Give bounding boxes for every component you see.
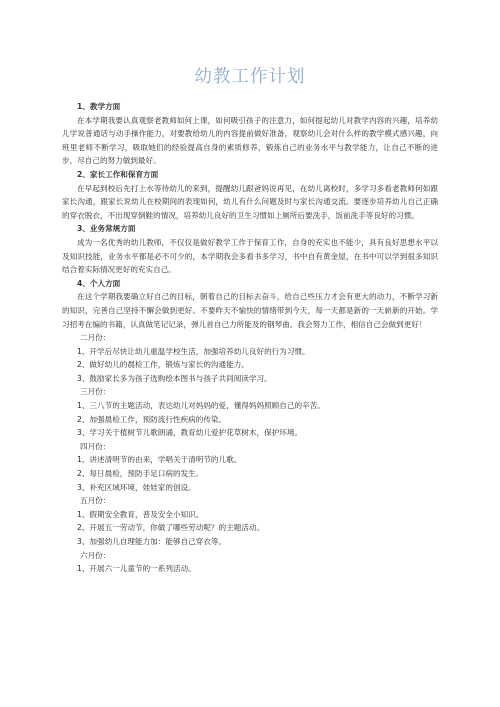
list-item: 1、开学后尽快让幼儿重温学校生活，加强培养幼儿良好的行为习惯。 [77,346,310,356]
paragraph-parents-care: 在早起到校后先打上水等待幼儿的来到，提醒幼儿跟爸妈说再见，在幼儿离校时，多学习多看老教师何如跟家长沟通，跟家长说幼儿在校期间的表现如何，幼儿有什么问题及时与家长沟通交流。要逐步培养幼儿自己正确的穿衣脱衣，不出现穿倒鞋的情况，培养幼儿良好的卫生习惯如上厕所后要洗手，饭前洗手等良好的习惯。 [62,183,438,220]
document-body [62,100,438,576]
month-heading-mar: 三月份： [80,387,111,397]
list-item: 3、加强幼儿自理能力加：能够自己穿衣等。 [77,537,227,546]
list-item: 1、三八节的主题活动，表达幼儿对妈妈的爱，懂得妈妈照顾自己的辛苦。 [77,401,325,411]
list-item: 3、补充区域环境，娃娃家的创设。 [77,482,196,492]
list-item: 3、学习关于植树节儿歌朗诵，教育幼儿爱护花草树木，保护环境。 [77,428,303,438]
document-title: 幼教工作计划 [194,67,306,87]
paragraph-teaching: 在本学期我要认真观察老教师如何上课，如何吸引孩子的注意力，如何提起幼儿对教学内容的兴趣，培养幼儿学说普通话与动手操作能力，对要教给幼儿的内容提前做好准备，观察幼儿会对什么样的教学模式感兴趣，向班里老师不断学习，吸取她们的经验提高自身的素质修养，锻炼自己的业务水平与教学能力，让自己不断的进步，尽自己的努力做到最好。 [62,115,438,166]
paragraph-personal: 在这个学期我要确立好自己的目标，朝着自己的目标去奋斗，给自己些压力才会有更大的动力，不断学习新的知识，完善自己坚持不懈会做到更好。不要昨天不愉快的情绪带到今天，每一天都是新的一天崭新的开始。学习招考在编的书籍，认真做笔记记录，弹儿首自己力所能及的钢琴曲。我会努力工作，相信自己会做到更好！ [62,292,438,329]
month-heading-may: 五月份： [80,496,111,506]
section-heading-teaching: 1、教学方面 [77,102,121,111]
list-item: 2、加强晨检工作，预防流行性疾病的传染。 [77,414,227,424]
list-item: 2、做好幼儿的晨检工作，锻炼与家长的沟通能力。 [77,360,249,370]
list-item: 2、开展五一劳动节，你做了哪些劳动呢？的主题活动。 [77,523,265,533]
list-item: 1、讲述清明节的由来，学唱关于清明节的儿歌。 [77,455,242,465]
section-heading-routine: 3、业务常规方面 [77,224,136,234]
month-heading-jun: 六月份： [80,550,111,560]
section-heading-personal: 4、个人方面 [77,278,121,288]
list-item: 3、鼓励家长多为孩子选购绘本图书与孩子共同阅读学习。 [77,373,272,383]
paragraph-routine: 成为一名优秀的幼儿教师，不仅仅是做好教学工作于保育工作，自身的充实也不能少，具有良好思想水平以及知识技能，业务水平都是必不可少的，本学期我会多看书多学习，书中自有黄金屋，在书中可以学到很多知识结合着实际情况更好的充实自己。 [62,237,438,275]
month-heading-apr: 四月份： [80,441,111,451]
list-item: 1、假期安全教育，普及安全小知识。 [77,509,204,519]
month-heading-feb: 二月份： [80,333,111,343]
list-item: 1、开展六一儿童节的一系列活动。 [77,564,196,574]
section-heading-parents-care: 2、家长工作和保育方面 [77,169,159,179]
list-item: 2、每日晨检，预防手足口病的发生。 [77,469,204,479]
